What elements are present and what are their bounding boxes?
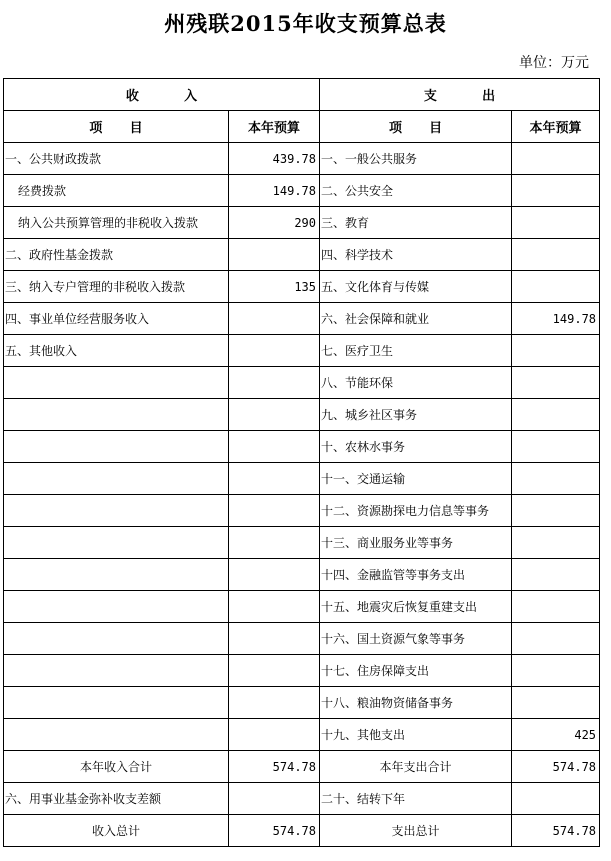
adjust-row <box>4 783 600 815</box>
expense-value-cell <box>512 399 600 431</box>
income-item-cell: 一、公共财政拨款 <box>4 143 229 175</box>
expense-item-cell: 十一、交通运输 <box>320 463 512 495</box>
income-value-cell: 439.78 <box>229 143 320 175</box>
table-row <box>4 559 600 591</box>
expense-item-cell: 十、农林水事务 <box>320 431 512 463</box>
expense-value-cell <box>512 559 600 591</box>
expense-item-cell: 二、公共安全 <box>320 175 512 207</box>
expense-total-label: 本年支出合计 <box>320 751 512 783</box>
income-value-cell <box>229 335 320 367</box>
grand-income-label: 收入总计 <box>4 815 229 847</box>
table-row <box>4 367 600 399</box>
income-value-cell <box>229 655 320 687</box>
income-item-cell <box>4 719 229 751</box>
income-value-cell <box>229 239 320 271</box>
income-value-cell <box>229 399 320 431</box>
income-value-cell: 149.78 <box>229 175 320 207</box>
income-value-cell: 290 <box>229 207 320 239</box>
expense-value-cell <box>512 143 600 175</box>
expense-budget-header: 本年预算 <box>512 111 600 143</box>
income-item-header: 项 目 <box>4 111 229 143</box>
table-row <box>4 623 600 655</box>
expense-value-cell <box>512 527 600 559</box>
income-item-cell: 五、其他收入 <box>4 335 229 367</box>
expense-item-cell: 十六、国土资源气象等事务 <box>320 623 512 655</box>
budget-table <box>3 78 600 847</box>
table-row <box>4 207 600 239</box>
expense-item-header: 项 目 <box>320 111 512 143</box>
table-row <box>4 303 600 335</box>
expense-value-cell <box>512 271 600 303</box>
expense-item-cell: 四、科学技术 <box>320 239 512 271</box>
expense-item-cell: 七、医疗卫生 <box>320 335 512 367</box>
expense-value-cell <box>512 655 600 687</box>
table-row <box>4 335 600 367</box>
expense-item-cell: 十二、资源勘探电力信息等事务 <box>320 495 512 527</box>
expense-item-cell: 十八、粮油物资储备事务 <box>320 687 512 719</box>
income-total-label: 本年收入合计 <box>4 751 229 783</box>
income-item-cell <box>4 495 229 527</box>
income-item-cell <box>4 591 229 623</box>
expense-value-cell <box>512 367 600 399</box>
income-value-cell <box>229 527 320 559</box>
table-row <box>4 239 600 271</box>
expense-value-cell <box>512 431 600 463</box>
income-value-cell <box>229 463 320 495</box>
table-row <box>4 271 600 303</box>
income-value-cell <box>229 591 320 623</box>
expense-total-value: 574.78 <box>512 751 600 783</box>
income-value-cell <box>229 687 320 719</box>
income-budget-header: 本年预算 <box>229 111 320 143</box>
income-item-cell <box>4 559 229 591</box>
grand-total-row <box>4 815 600 847</box>
table-row <box>4 591 600 623</box>
expense-item-cell: 十七、住房保障支出 <box>320 655 512 687</box>
income-item-cell: 三、纳入专户管理的非税收入拨款 <box>4 271 229 303</box>
table-row <box>4 431 600 463</box>
income-item-cell: 纳入公共预算管理的非税收入拨款 <box>4 207 229 239</box>
expense-item-cell: 三、教育 <box>320 207 512 239</box>
income-item-cell: 经费拨款 <box>4 175 229 207</box>
income-value-cell <box>229 623 320 655</box>
column-header-row <box>4 111 600 143</box>
table-row <box>4 719 600 751</box>
income-value-cell: 135 <box>229 271 320 303</box>
income-item-cell <box>4 431 229 463</box>
expense-item-cell: 八、节能环保 <box>320 367 512 399</box>
table-row <box>4 463 600 495</box>
income-item-cell <box>4 527 229 559</box>
income-item-cell <box>4 399 229 431</box>
fund-value <box>229 783 320 815</box>
income-value-cell <box>229 719 320 751</box>
expense-value-cell <box>512 335 600 367</box>
grand-income-value: 574.78 <box>229 815 320 847</box>
carry-value <box>512 783 600 815</box>
expense-value-cell <box>512 207 600 239</box>
income-total-value: 574.78 <box>229 751 320 783</box>
income-item-cell <box>4 623 229 655</box>
income-value-cell <box>229 303 320 335</box>
expense-value-cell: 149.78 <box>512 303 600 335</box>
carry-label: 二十、结转下年 <box>320 783 512 815</box>
unit-label: 单位：万元 <box>519 55 589 71</box>
expense-item-cell: 五、文化体育与传媒 <box>320 271 512 303</box>
page-title: 州残联2015年收支预算总表 <box>164 11 447 36</box>
table-row <box>4 143 600 175</box>
expense-item-cell: 一、一般公共服务 <box>320 143 512 175</box>
table-row <box>4 527 600 559</box>
income-item-cell <box>4 687 229 719</box>
expense-value-cell <box>512 687 600 719</box>
income-item-cell <box>4 655 229 687</box>
expense-value-cell <box>512 175 600 207</box>
table-row <box>4 687 600 719</box>
expense-value-cell <box>512 591 600 623</box>
income-value-cell <box>229 559 320 591</box>
income-header: 收 入 <box>4 79 320 111</box>
income-value-cell <box>229 367 320 399</box>
expense-value-cell <box>512 463 600 495</box>
expense-value-cell <box>512 495 600 527</box>
expense-item-cell: 九、城乡社区事务 <box>320 399 512 431</box>
expense-item-cell: 十五、地震灾后恢复重建支出 <box>320 591 512 623</box>
expense-value-cell: 425 <box>512 719 600 751</box>
section-header-row <box>4 79 600 111</box>
grand-expense-label: 支出总计 <box>320 815 512 847</box>
expense-item-cell: 十九、其他支出 <box>320 719 512 751</box>
income-value-cell <box>229 495 320 527</box>
fund-label: 六、用事业基金弥补收支差额 <box>4 783 229 815</box>
expense-header: 支 出 <box>320 79 600 111</box>
expense-value-cell <box>512 623 600 655</box>
income-value-cell <box>229 431 320 463</box>
income-item-cell: 二、政府性基金拨款 <box>4 239 229 271</box>
table-row <box>4 655 600 687</box>
table-row <box>4 495 600 527</box>
expense-item-cell: 六、社会保障和就业 <box>320 303 512 335</box>
table-row <box>4 399 600 431</box>
expense-item-cell: 十四、金融监管等事务支出 <box>320 559 512 591</box>
expense-value-cell <box>512 239 600 271</box>
income-item-cell <box>4 367 229 399</box>
table-row <box>4 175 600 207</box>
total-row <box>4 751 600 783</box>
expense-item-cell: 十三、商业服务业等事务 <box>320 527 512 559</box>
grand-expense-value: 574.78 <box>512 815 600 847</box>
income-item-cell: 四、事业单位经营服务收入 <box>4 303 229 335</box>
income-item-cell <box>4 463 229 495</box>
